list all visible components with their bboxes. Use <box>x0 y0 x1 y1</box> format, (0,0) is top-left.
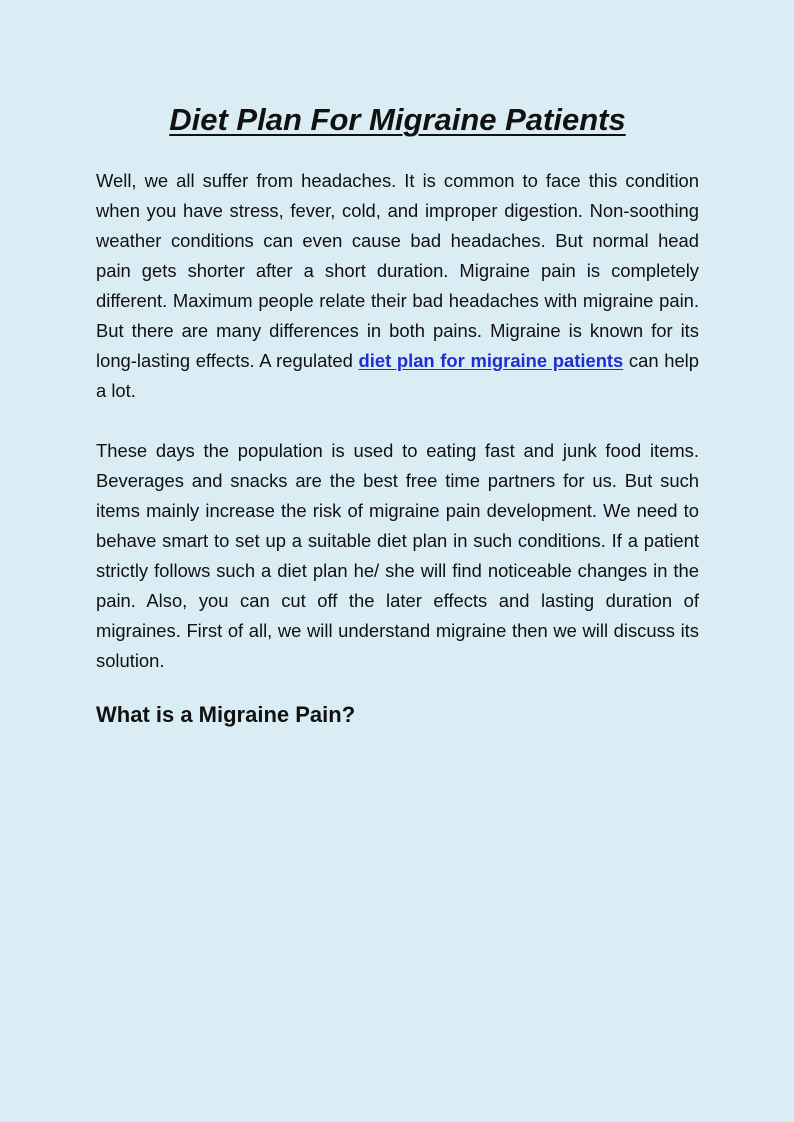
intro-paragraph-text: Well, we all suffer from headaches. It is common to face this condition when you have stress, fever, cold, and improper digestion. Non-soothing weather conditions can even cause bad headaches. But normal head pain gets shorter after a short duration. Migraine pain is completely different. Maximum people relate their bad headaches with migraine pain. But there are many differences in both pains. Migraine is known for its long-lasting effects. A regulated <box>96 170 699 371</box>
section-heading: What is a Migraine Pain? <box>96 702 356 727</box>
intro-paragraph <box>96 166 699 406</box>
intro-paragraph-tail: can help a lot. <box>96 350 699 401</box>
document-title: Diet Plan For Migraine Patients <box>169 102 626 137</box>
second-paragraph: These days the population is used to eating fast and junk food items. Beverages and snacks are the best free time partners for us. But such items mainly increase the risk of migraine pain development. We need to behave smart to set up a suitable diet plan in such conditions. If a patient strictly follows such a diet plan he/ she will find noticeable changes in the pain. Also, you can cut off the later effects and lasting duration of migraines. First of all, we will understand migraine then we will discuss its solution. <box>96 440 699 671</box>
document-page <box>96 98 699 730</box>
diet-plan-link[interactable]: diet plan for migraine patients <box>358 350 624 371</box>
